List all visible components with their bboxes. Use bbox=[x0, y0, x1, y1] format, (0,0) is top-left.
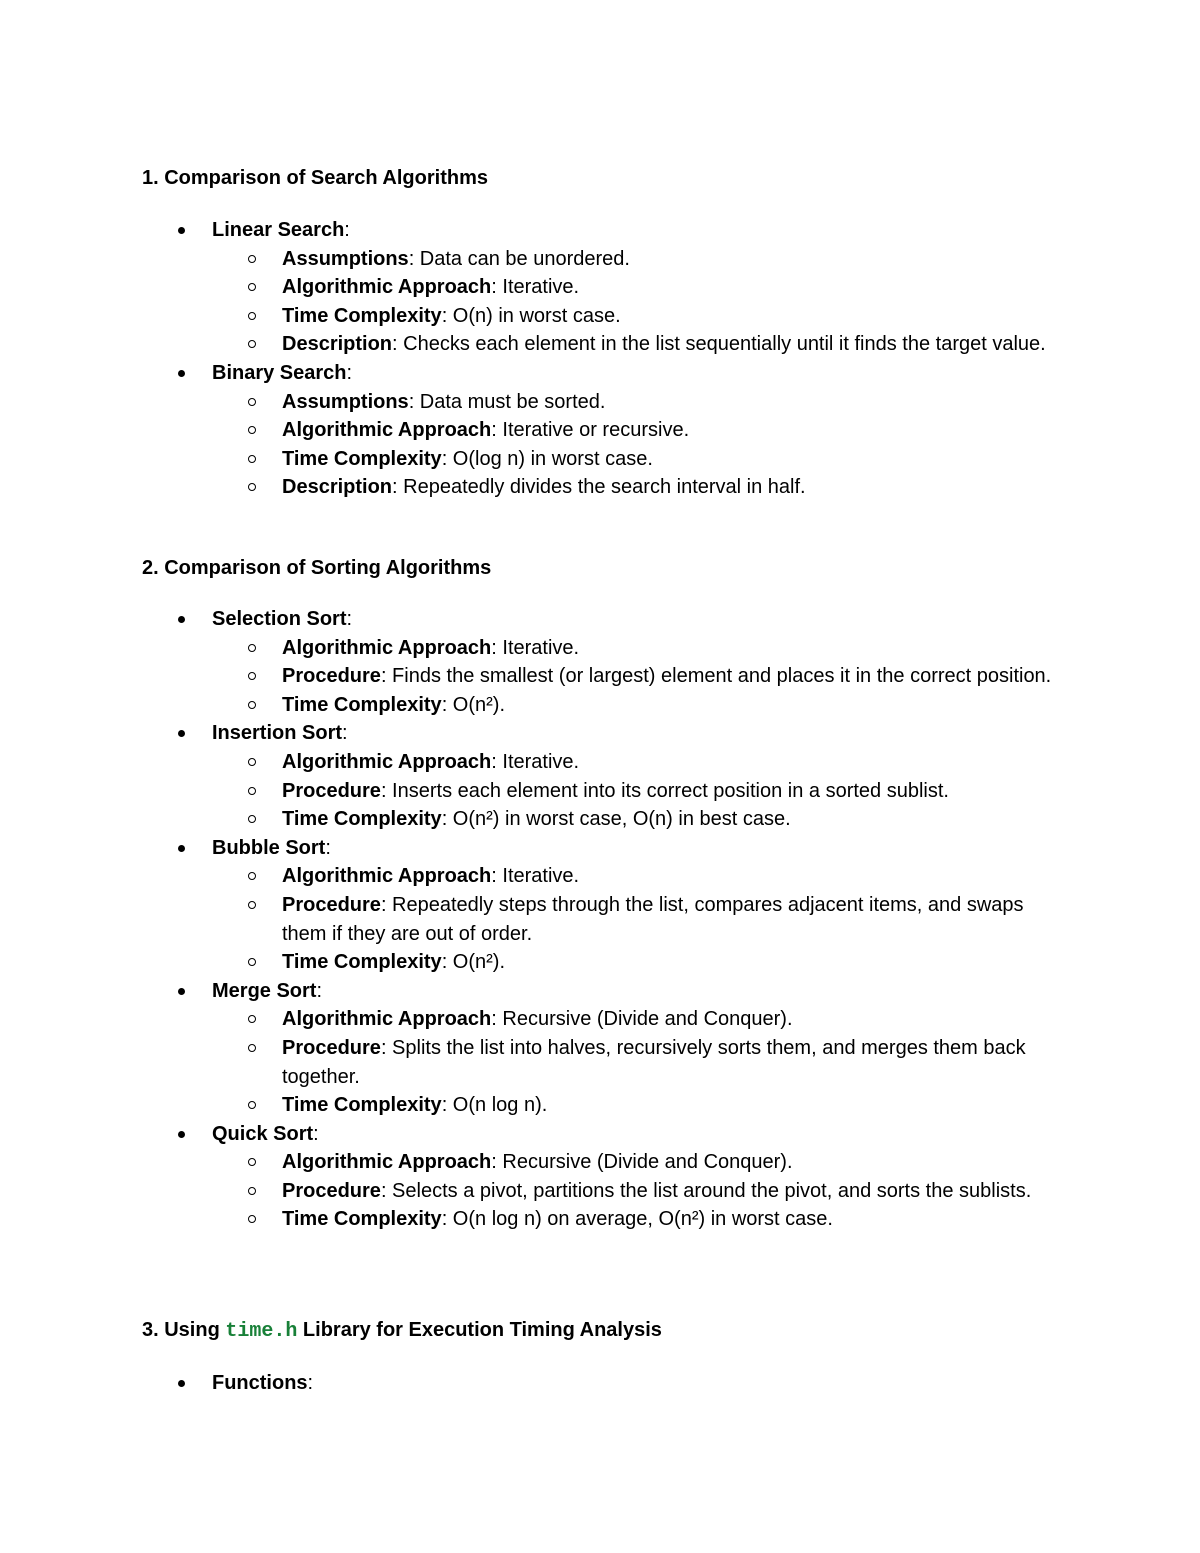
section-heading-sorting: 2. Comparison of Sorting Algorithms bbox=[142, 557, 492, 579]
search-algorithms-list bbox=[0, 216, 1200, 502]
detail-item: Time Complexity: O(log n) in worst case. bbox=[0, 445, 1200, 474]
bullet-circle-icon bbox=[248, 1044, 256, 1052]
detail-item: Algorithmic Approach: Iterative or recursive. bbox=[0, 416, 1200, 445]
binary-search-details bbox=[0, 388, 1200, 502]
item-label: Merge Sort bbox=[212, 979, 317, 1002]
bullet-circle-icon bbox=[248, 1015, 256, 1023]
detail-item: Procedure: Splits the list into halves, recursively sorts them, and merges them back together. bbox=[0, 1034, 1200, 1091]
detail-item: Time Complexity: O(n) in worst case. bbox=[0, 302, 1200, 331]
detail-item: Time Complexity: O(n²) in worst case, O(n) in best case. bbox=[0, 805, 1200, 834]
item-label: Insertion Sort bbox=[212, 722, 343, 745]
quick-sort-details bbox=[0, 1148, 1200, 1234]
bullet-disc-icon bbox=[178, 227, 185, 234]
detail-item: Time Complexity: O(n²). bbox=[0, 948, 1200, 977]
detail-item: Description: Repeatedly divides the search interval in half. bbox=[0, 473, 1200, 502]
bullet-circle-icon bbox=[248, 455, 256, 463]
bullet-circle-icon bbox=[248, 872, 256, 880]
item-label: Functions bbox=[212, 1372, 308, 1394]
list-item-quick-sort: Quick Sort: Algorithmic Approach: Recursive (Divide and Conquer). Procedure: Selects a pivot, partitions the list around the pivot, and sorts the sublists. Time Complexity: O(n log n) on average, O(n²) in worst case. bbox=[0, 1120, 1200, 1234]
detail-item: Algorithmic Approach: Iterative. bbox=[0, 273, 1200, 302]
bullet-disc-icon bbox=[178, 616, 185, 623]
item-label: Selection Sort bbox=[212, 608, 347, 630]
bullet-circle-icon bbox=[248, 644, 256, 652]
bullet-circle-icon bbox=[248, 958, 256, 966]
detail-item: Assumptions: Data must be sorted. bbox=[0, 388, 1200, 417]
bullet-circle-icon bbox=[248, 672, 256, 680]
section-heading-time-h: 3. Using time.h Library for Execution Timing Analysis bbox=[142, 1319, 662, 1343]
bullet-circle-icon bbox=[248, 815, 256, 823]
detail-item: Procedure: Selects a pivot, partitions the list around the pivot, and sorts the sublists. bbox=[0, 1177, 1200, 1206]
bullet-circle-icon bbox=[248, 701, 256, 709]
bullet-circle-icon bbox=[248, 1101, 256, 1109]
list-item-bubble-sort: Bubble Sort: Algorithmic Approach: Iterative. Procedure: Repeatedly steps through the list, compares adjacent items, and swaps them if they are out of order. Time Complexity: O(n²). bbox=[0, 834, 1200, 977]
detail-item: Assumptions: Data can be unordered. bbox=[0, 245, 1200, 274]
detail-item: Algorithmic Approach: Iterative. bbox=[0, 748, 1200, 777]
list-item-functions: Functions: bbox=[0, 1369, 1200, 1398]
detail-item: Time Complexity: O(n log n). bbox=[0, 1091, 1200, 1120]
list-item-linear-search: Linear Search: Assumptions: Data can be unordered. Algorithmic Approach: Iterative. Time Complexity: O(n) in worst case. Description: Checks each element in the list sequentially until it finds the target value. bbox=[0, 216, 1200, 359]
detail-item: Procedure: Inserts each element into its correct position in a sorted sublist. bbox=[0, 777, 1200, 806]
bullet-circle-icon bbox=[248, 901, 256, 909]
bullet-disc-icon bbox=[178, 730, 185, 737]
bullet-circle-icon bbox=[248, 787, 256, 795]
detail-item: Procedure: Finds the smallest (or largest) element and places it in the correct position. bbox=[0, 662, 1200, 691]
bullet-circle-icon bbox=[248, 255, 256, 263]
item-label: Linear Search bbox=[212, 219, 345, 241]
detail-item: Algorithmic Approach: Recursive (Divide and Conquer). bbox=[0, 1005, 1200, 1034]
bullet-disc-icon bbox=[178, 370, 185, 377]
time-h-list bbox=[0, 1369, 1200, 1398]
bullet-disc-icon bbox=[178, 1131, 185, 1138]
bullet-circle-icon bbox=[248, 398, 256, 406]
bullet-disc-icon bbox=[178, 1380, 185, 1387]
detail-item: Algorithmic Approach: Iterative. bbox=[0, 634, 1200, 663]
bullet-circle-icon bbox=[248, 1158, 256, 1166]
detail-item: Algorithmic Approach: Recursive (Divide and Conquer). bbox=[0, 1148, 1200, 1177]
list-item-merge-sort: Merge Sort: Algorithmic Approach: Recursive (Divide and Conquer). Procedure: Splits the list into halves, recursively sorts them, and merges them back together. Time Complexity: O(n log n). bbox=[0, 977, 1200, 1120]
bullet-circle-icon bbox=[248, 426, 256, 434]
selection-sort-details bbox=[0, 634, 1200, 720]
item-label: Bubble Sort bbox=[212, 836, 326, 859]
bullet-disc-icon bbox=[178, 988, 185, 995]
list-item-selection-sort: Selection Sort: Algorithmic Approach: Iterative. Procedure: Finds the smallest (or largest) element and places it in the correct position. Time Complexity: O(n²). bbox=[0, 605, 1200, 719]
detail-item: Procedure: Repeatedly steps through the list, compares adjacent items, and swaps them if they are out of order. bbox=[0, 891, 1200, 948]
inline-code: time.h bbox=[225, 1320, 298, 1343]
detail-item: Algorithmic Approach: Iterative. bbox=[0, 862, 1200, 891]
bullet-circle-icon bbox=[248, 1215, 256, 1223]
detail-item: Time Complexity: O(n²). bbox=[0, 691, 1200, 720]
insertion-sort-details bbox=[0, 748, 1200, 834]
bullet-circle-icon bbox=[248, 340, 256, 348]
bullet-circle-icon bbox=[248, 1187, 256, 1195]
item-label: Quick Sort bbox=[212, 1122, 314, 1145]
section-heading-search: 1. Comparison of Search Algorithms bbox=[142, 167, 488, 189]
bullet-circle-icon bbox=[248, 312, 256, 320]
bubble-sort-details bbox=[0, 862, 1200, 976]
merge-sort-details bbox=[0, 1005, 1200, 1119]
detail-item: Time Complexity: O(n log n) on average, O(n²) in worst case. bbox=[0, 1205, 1200, 1234]
detail-item: Description: Checks each element in the list sequentially until it finds the target value. bbox=[0, 330, 1200, 359]
linear-search-details bbox=[0, 245, 1200, 359]
bullet-circle-icon bbox=[248, 758, 256, 766]
sorting-algorithms-list bbox=[0, 605, 1200, 1234]
list-item-insertion-sort: Insertion Sort: Algorithmic Approach: Iterative. Procedure: Inserts each element into its correct position in a sorted sublist. Time Complexity: O(n²) in worst case, O(n) in best case. bbox=[0, 719, 1200, 833]
bullet-disc-icon bbox=[178, 845, 185, 852]
bullet-circle-icon bbox=[248, 483, 256, 491]
item-label: Binary Search bbox=[212, 361, 347, 384]
list-item-binary-search: Binary Search: Assumptions: Data must be sorted. Algorithmic Approach: Iterative or recursive. Time Complexity: O(log n) in worst case. Description: Repeatedly divides the search interval in half. bbox=[0, 359, 1200, 502]
bullet-circle-icon bbox=[248, 283, 256, 291]
